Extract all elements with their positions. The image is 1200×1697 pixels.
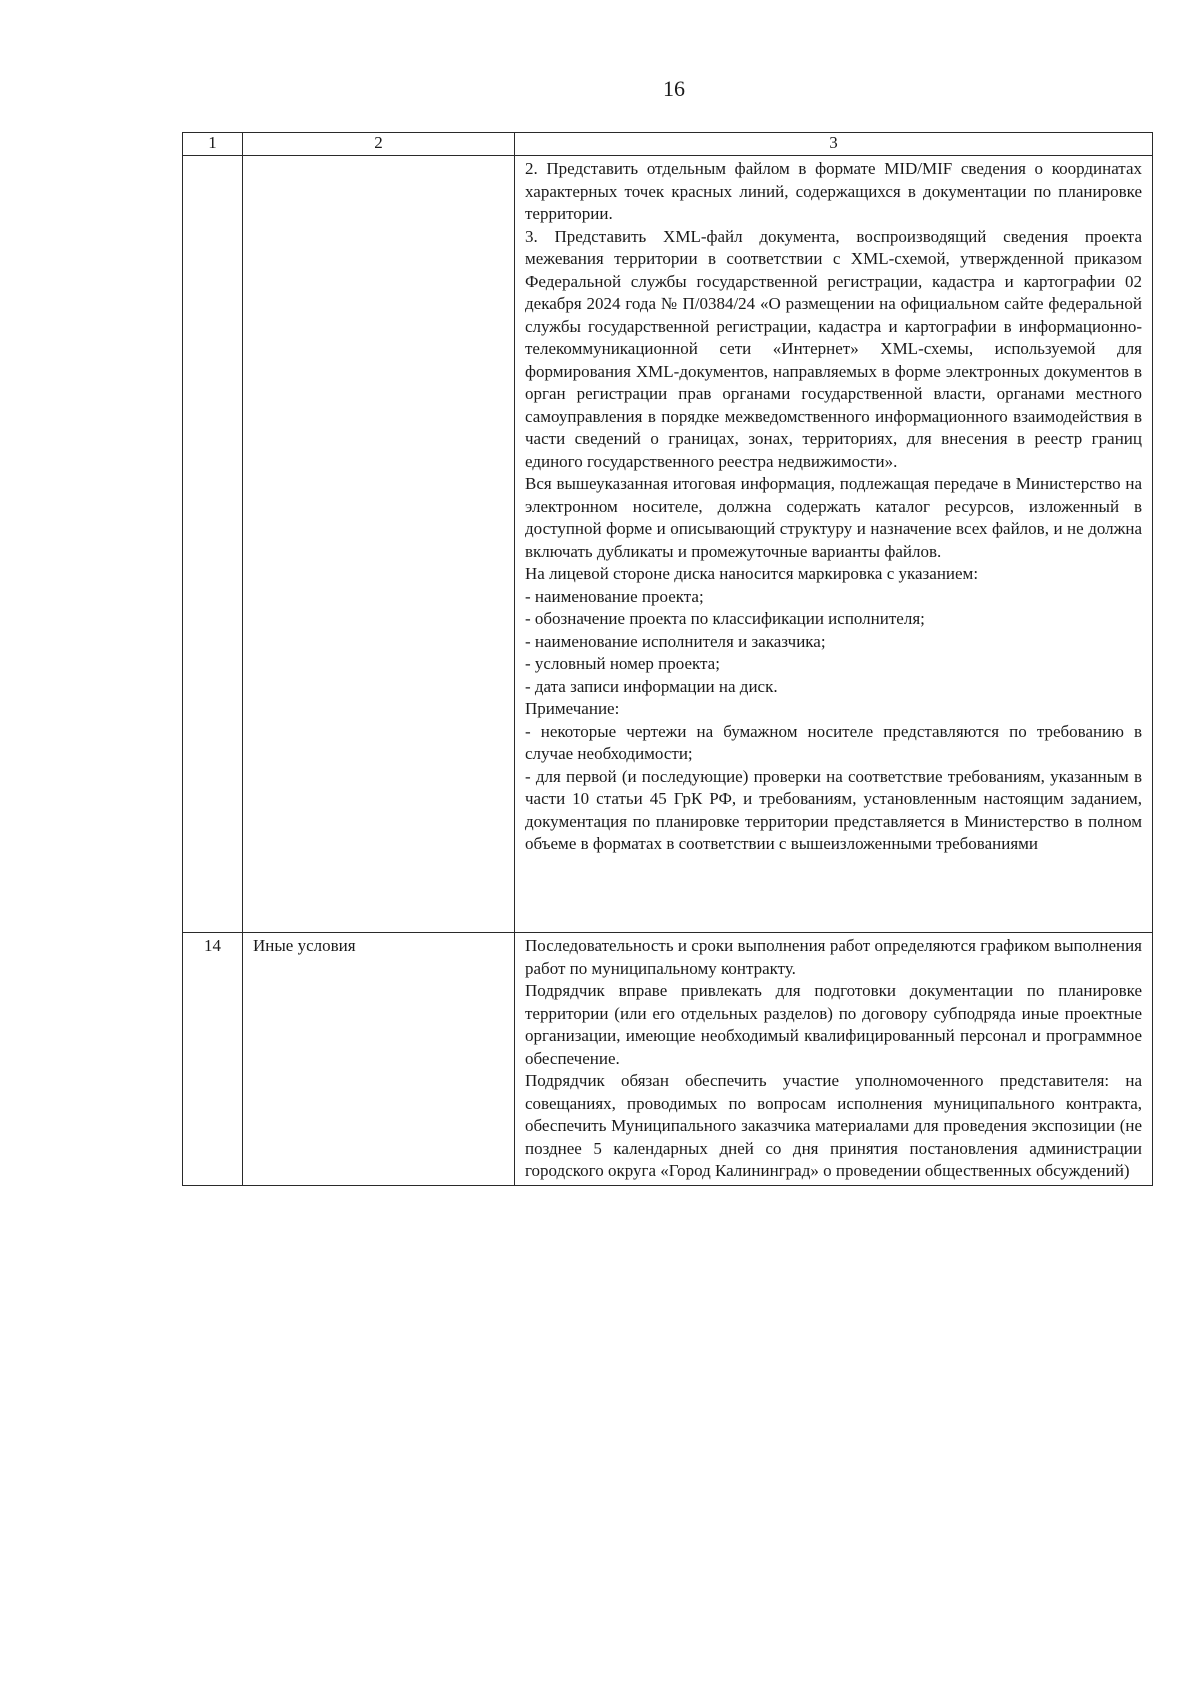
- note-heading: Примечание:: [525, 699, 620, 718]
- row-number: [183, 156, 243, 933]
- list-item: - обозначение проекта по классификации исполнителя;: [525, 609, 925, 628]
- column-header-2: 2: [243, 133, 515, 156]
- list-item: - наименование проекта;: [525, 586, 704, 606]
- row-number: 14: [183, 933, 243, 1186]
- row-text: [515, 156, 1153, 933]
- list-item: - дата записи информации на диск.: [525, 676, 778, 696]
- paragraph: Вся вышеуказанная итоговая информация, подлежащая передаче в Министерство на электронном носителе, должна содержать каталог ресурсов, изложенный в доступной форме и описывающий структуру и назначение всех файлов, и не должна включать дубликаты и промежуточные варианты файлов.: [525, 474, 1142, 561]
- paragraph: Подрядчик обязан обеспечить участие уполномоченного представителя: на совещаниях, проводимых по вопросам исполнения муниципального контракта, обеспечить Муниципального заказчика материалами для проведения экспозиции (не позднее 5 календарных дней со дня принятия постановления администрации городского округа «Город Калининград» о проведении общественных обсуждений): [525, 1071, 1142, 1180]
- paragraph: Последовательность и сроки выполнения работ определяются графиком выполнения работ по муниципальному контракту.: [525, 936, 1142, 978]
- column-header-3: 3: [515, 133, 1153, 156]
- column-header-1: 1: [183, 133, 243, 156]
- paragraph: 3. Представить XML-файл документа, воспроизводящий сведения проекта межевания территории в соответствии с XML-схемой, утвержденной приказом Федеральной службы государственной регистрации, кадастра и картографии 02 декабря 2024 года № П/0384/24 «О размещении на официальном сайте федеральной службы государственной регистрации, кадастра и картографии в информационно-телекоммуникационной сети «Интернет» XML-схемы, используемой для формирования XML-документов, направляемых в форме электронных документов в орган регистрации прав органами государственной власти, органами местного самоуправления в порядке межведомственного информационного взаимодействия в части сведений о границах, зонах, территориях, для внесения в реестр границ единого государственного реестра недвижимости».: [525, 226, 1142, 471]
- list-item: - наименование исполнителя и заказчика;: [525, 631, 826, 651]
- table-row: [183, 933, 1153, 1186]
- list-item: - для первой (и последующие) проверки на соответствие требованиям, указанным в части 10 статьи 45 ГрК РФ, и требованиям, установленным настоящим заданием, документация по планировке территории представляется в Министерство в полном объеме в форматах в соответствии с вышеизложенными требованиями: [525, 766, 1142, 853]
- paragraph: На лицевой стороне диска наносится маркировка с указанием:: [525, 564, 979, 583]
- table-row: [183, 156, 1153, 933]
- row-name: [243, 156, 515, 933]
- list-item: - условный номер проекта;: [525, 654, 720, 673]
- paragraph: Подрядчик вправе привлекать для подготовки документации по планировке территории (или его отдельных разделов) по договору субподряда иные проектные организации, имеющие необходимый квалифицированный персонал и программное обеспечение.: [525, 981, 1142, 1068]
- page-number: 16: [663, 76, 685, 101]
- requirements-table: [182, 132, 1153, 1186]
- table-header-row: [183, 133, 1153, 156]
- row-text: [515, 933, 1153, 1186]
- row-name: Иные условия: [243, 933, 515, 1186]
- list-item: - некоторые чертежи на бумажном носителе представляются по требованию в случае необходимости;: [525, 721, 1142, 763]
- paragraph: 2. Представить отдельным файлом в формате MID/MIF сведения о координатах характерных точек красных линий, содержащихся в документации по планировке территории.: [525, 159, 1142, 223]
